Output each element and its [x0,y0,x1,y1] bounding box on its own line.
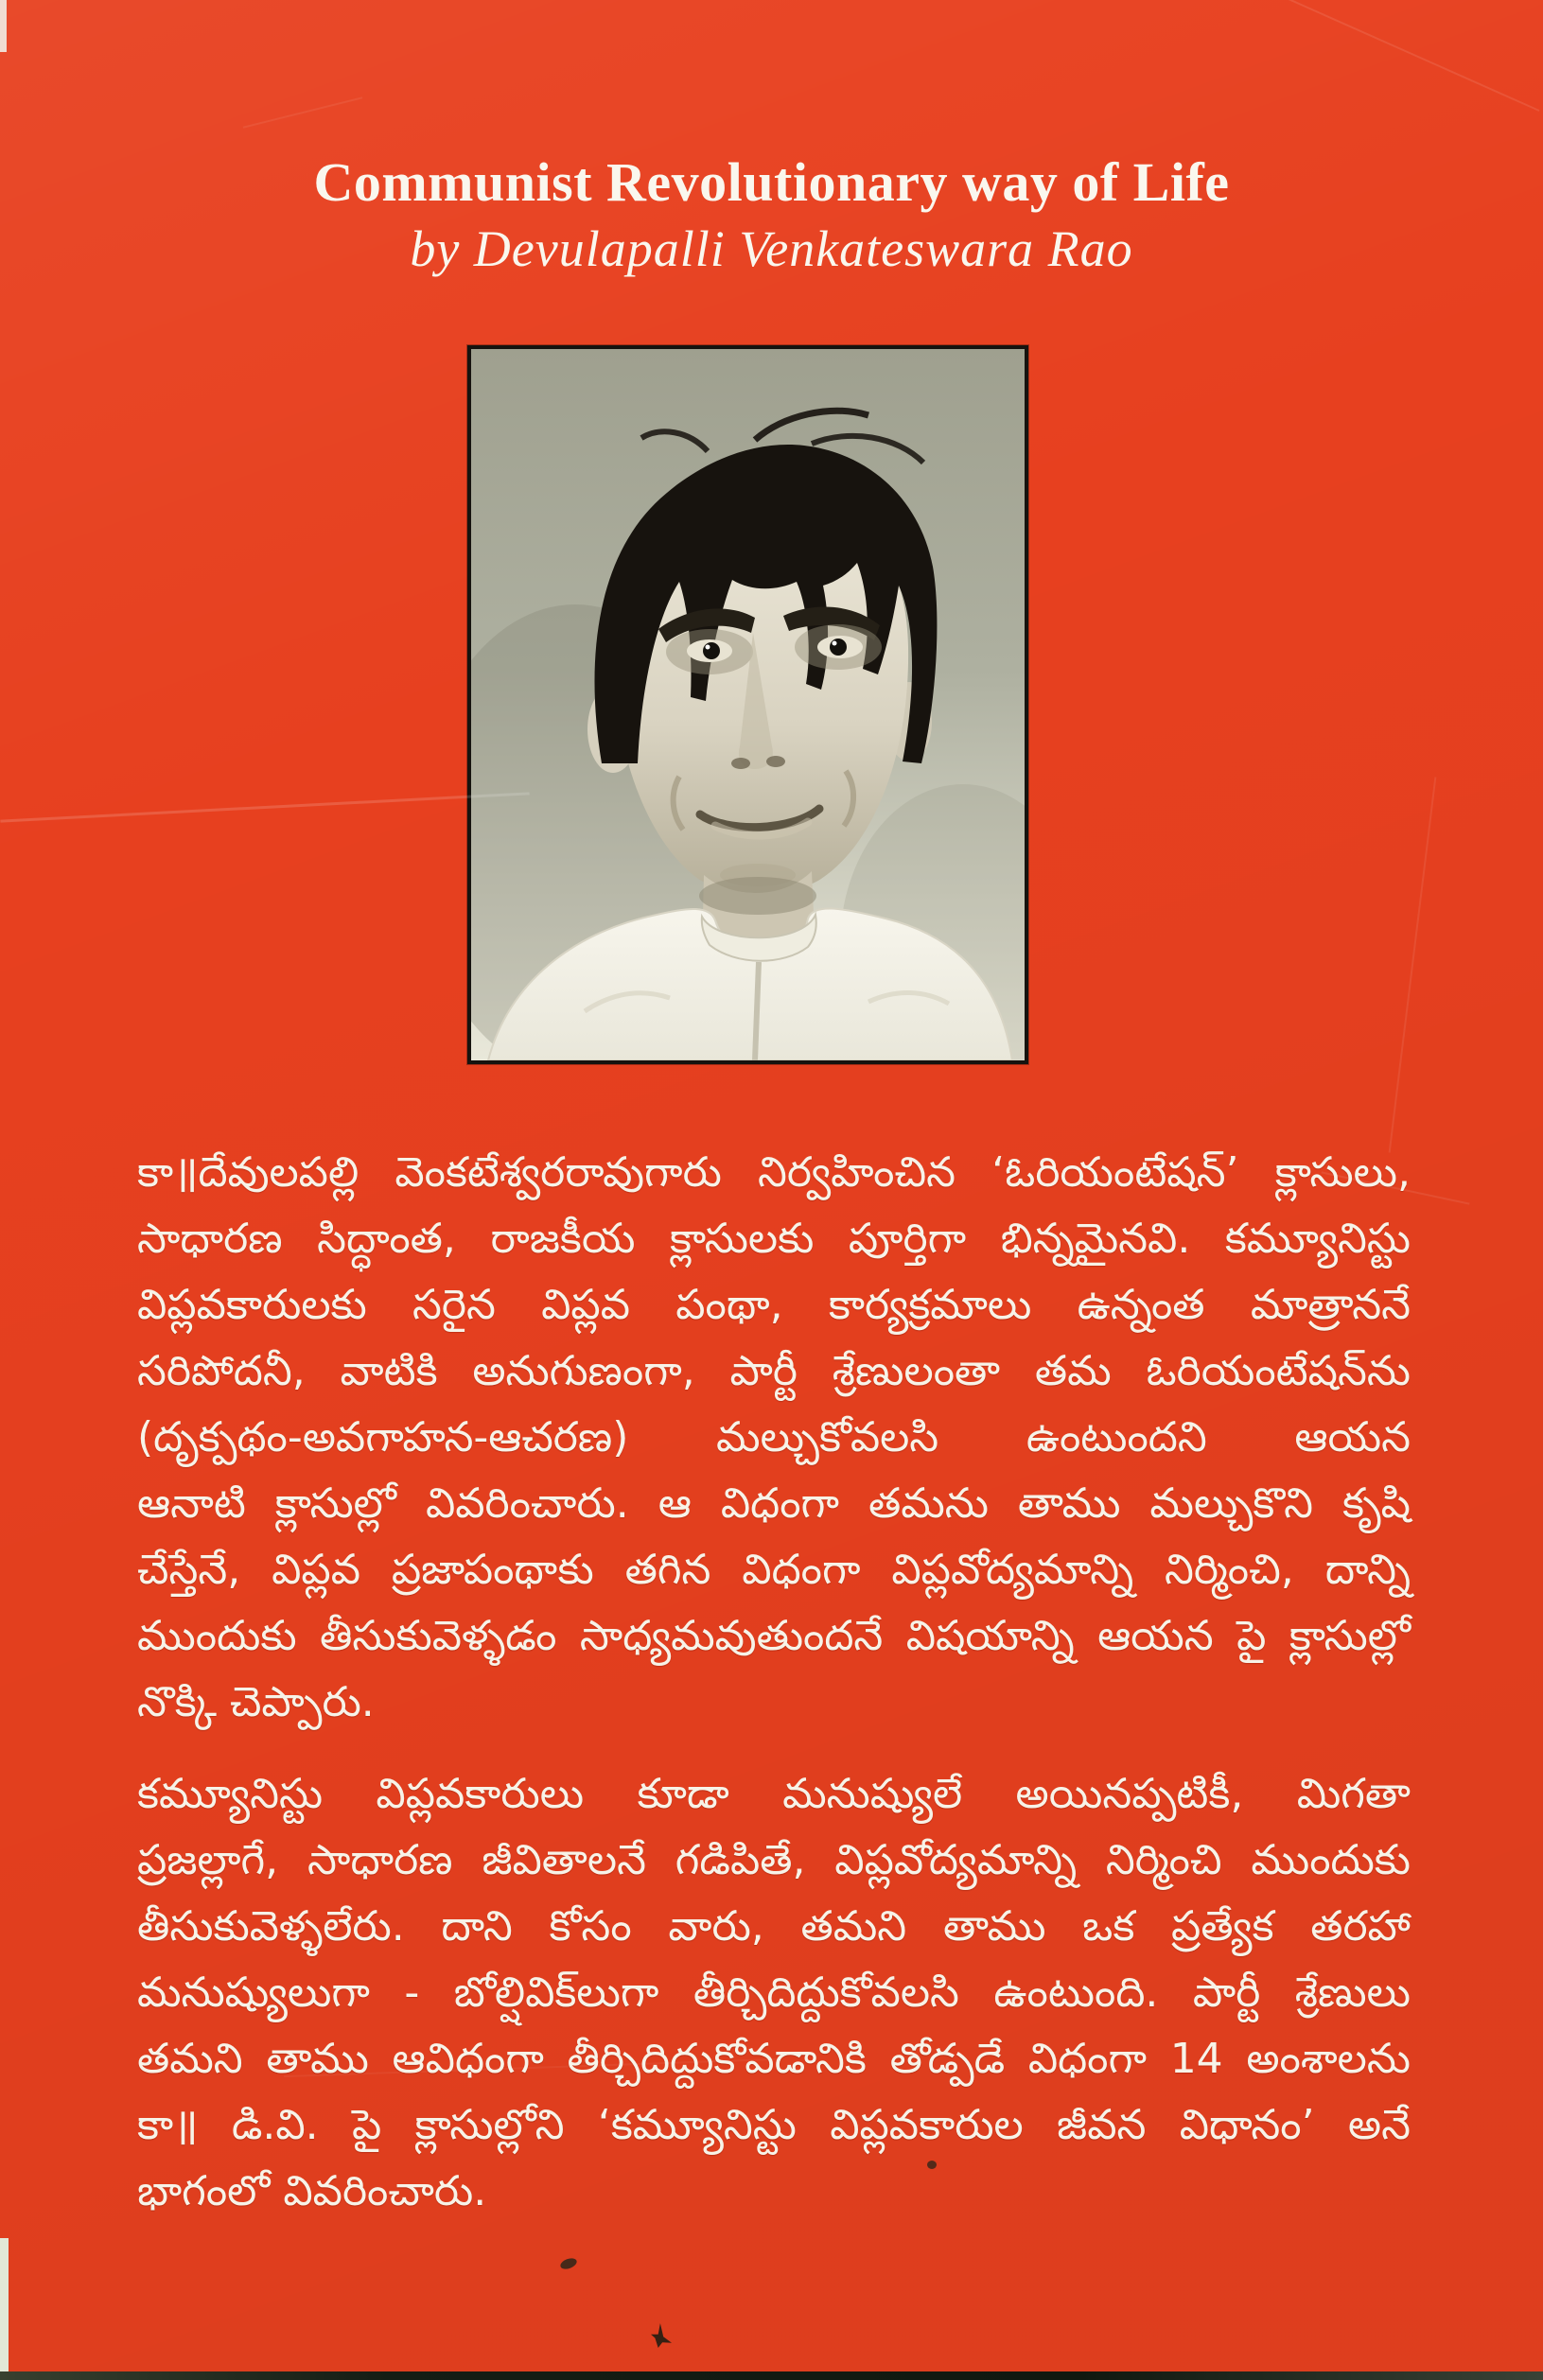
author-photo-frame [467,345,1028,1064]
text-line: కా॥దేవులపల్లి వెంకటేశ్వరరావుగారు నిర్వహించిన ‘ఓరియంటేషన్’ క్లాసులు, [137,1148,1411,1197]
text-line: నొక్కి చెప్పారు. [137,1678,375,1726]
eye-glint-right [833,641,837,646]
nostril-left [731,758,750,769]
neck-shadow [699,877,816,915]
placket-line [755,962,759,1060]
nostril-right [766,756,785,767]
text-line: సరిపోదనీ, వాటికి అనుగుణంగా, పార్టీ శ్రేణులంతా తమ ఓరియంటేషన్‌ను [137,1347,1411,1395]
pupil-right [830,639,847,656]
crease-scratch [0,792,529,822]
book-author-byline: by Devulapalli Venkateswara Rao [410,220,1133,277]
paragraph-1 [137,1140,1411,1736]
text-line: తమని తాము ఆవిధంగా తీర్చిదిద్దుకోవడానికి తోడ్పడే విధంగా 14 అంశాలను [137,2035,1411,2083]
scan-edge-bottom-left [0,2238,9,2380]
crease-scratch [243,96,363,128]
pupil-left [703,642,720,659]
text-line: మనుష్యులుగా - బోల్షివిక్‌లుగా తీర్చిదిద్దుకోవలసి ఉంటుంది. పార్టీ శ్రేణులు [137,1969,1411,2017]
text-line: ముందుకు తీసుకువెళ్ళడం సాధ్యమవుతుందనే విషయాన్ని ఆయన పై క్లాసుల్లో [137,1612,1411,1660]
smudge-mark [651,2323,672,2348]
scan-edge-bottom-strip [0,2371,1543,2380]
text-line: సాధారణ సిద్ధాంత, రాజకీయ క్లాసులకు పూర్తిగా భిన్నమైనవి. కమ్యూనిస్టు [137,1215,1411,1263]
text-line: తీసుకువెళ్ళలేరు. దాని కోసం వారు, తమని తాము ఒక ప్రత్యేక తరహా [137,1902,1411,1951]
author-portrait-photo [471,349,1025,1060]
text-line: విప్లవకారులకు సరైన విప్లవ పంథా, కార్యక్రమాలు ఉన్నంత మాత్రాననే [137,1281,1411,1329]
crease-scratch [1389,777,1437,1152]
text-line: భాగంలో వివరించారు. [137,2167,487,2215]
crease-scratch [1280,0,1540,112]
eye-glint-left [706,645,710,650]
back-cover-text [137,1140,1411,2225]
scan-edge-top-left [0,0,7,52]
text-line: కమ్యూనిస్టు విప్లవకారులు కూడా మనుష్యులే అయినప్పటికీ, మిగతా [137,1770,1411,1818]
text-line: కా॥ డి.వి. పై క్లాసుల్లోని ‘కమ్యూనిస్టు విప్లవకారుల జీవన విధానం’ అనే [137,2101,1411,2149]
paragraph-2 [137,1761,1411,2225]
smudge-mark [559,2256,578,2271]
text-line: (దృక్పథం-అవగాహన-ఆచరణ) మల్చుకోవలసి ఉంటుందని ఆయన [137,1413,1411,1461]
text-line: ప్రజల్లాగే, సాధారణ జీవితాలనే గడిపితే, విప్లవోద్యమాన్ని నిర్మించి ముందుకు [137,1836,1411,1884]
text-line: చేస్తేనే, విప్లవ ప్రజాపంథాకు తగిన విధంగా విప్లవోద్యమాన్ని నిర్మించి, దాన్ని [137,1546,1411,1594]
book-title: Communist Revolutionary way of Life [313,151,1230,213]
text-line: ఆనాటి క్లాసుల్లో వివరించారు. ఆ విధంగా తమను తాము మల్చుకొని కృషి [137,1479,1411,1528]
